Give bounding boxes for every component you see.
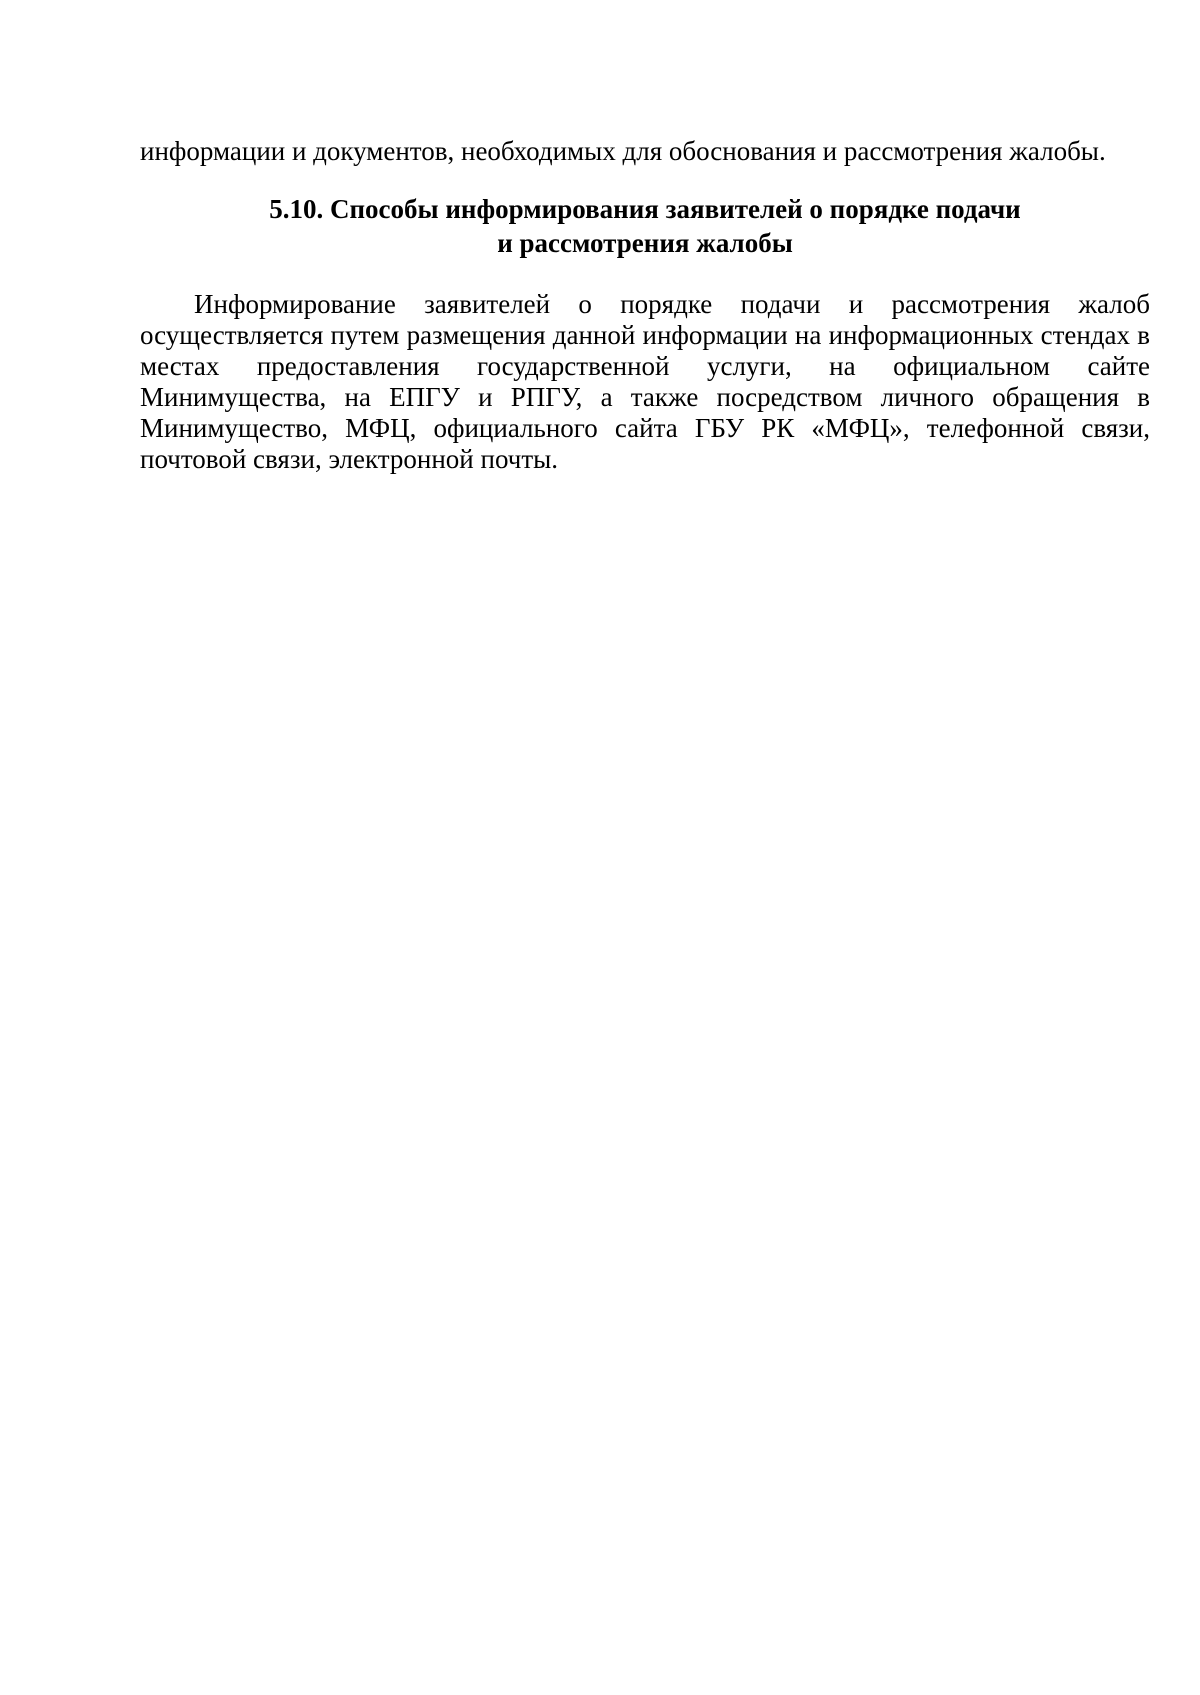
section-heading <box>140 192 1150 260</box>
body-paragraph: Информирование заявителей о порядке подачи и рассмотрения жалоб осуществляется путем размещения данной информации на информационных стендах в местах предоставления государственной услуги, на официальном сайте Минимущества, на ЕПГУ и РПГУ, а также посредством личного обращения в Минимущество, МФЦ, официального сайта ГБУ РК «МФЦ», телефонной связи, почтовой связи, электронной почты. <box>140 289 1150 474</box>
section-heading-line-2: и рассмотрения жалобы <box>497 228 793 258</box>
section-heading-line-1: 5.10. Способы информирования заявителей о порядке подачи <box>269 194 1021 224</box>
continuation-paragraph: информации и документов, необходимых для обоснования и рассмотрения жалобы. <box>140 136 1106 166</box>
document-content <box>140 135 1150 475</box>
